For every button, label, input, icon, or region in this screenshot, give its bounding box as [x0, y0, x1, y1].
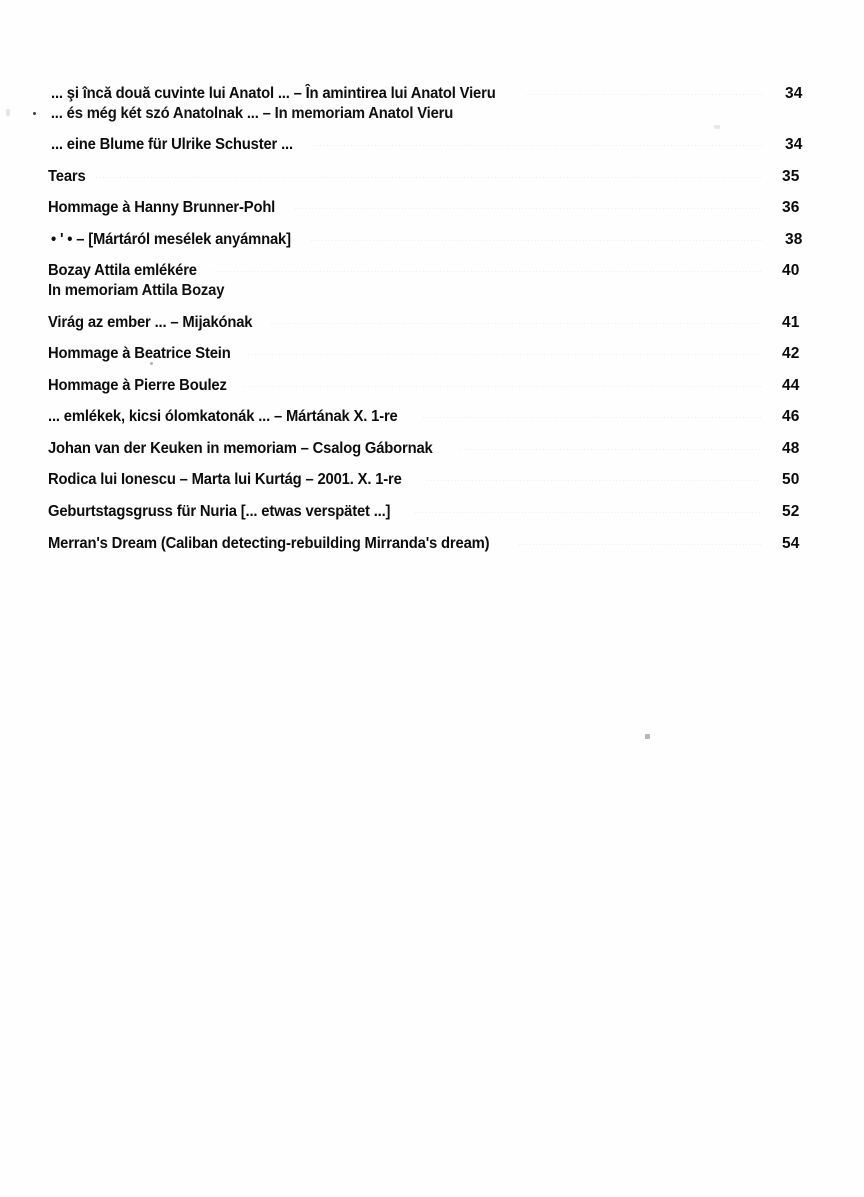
toc-dot-leader [243, 386, 761, 387]
table-of-contents-list [48, 84, 816, 565]
toc-entry [48, 534, 816, 554]
toc-entry [48, 167, 816, 187]
toc-entry-title: Rodica lui Ionescu – Marta lui Kurtág – 2001. X. 1-re [48, 471, 402, 489]
toc-entry-page-number: 38 [785, 230, 803, 248]
toc-entry-row [48, 261, 816, 281]
toc-entry-title: Tears [48, 167, 86, 185]
toc-dot-leader [312, 145, 764, 146]
toc-entry-row [48, 313, 816, 333]
toc-dot-leader [247, 354, 761, 355]
toc-entry [48, 344, 816, 364]
toc-entry [48, 407, 816, 427]
toc-entry-row [48, 344, 816, 364]
toc-entry-page-number: 50 [782, 471, 800, 489]
toc-entry-page-number: 52 [782, 503, 800, 520]
toc-dot-leader [310, 240, 764, 241]
toc-entry-title: Hommage à Hanny Brunner-Pohl [48, 199, 276, 217]
toc-entry-page-number: 40 [782, 262, 800, 280]
toc-entry-page-number: 34 [785, 136, 803, 154]
scan-artifact-speck [714, 125, 720, 129]
toc-entry [48, 502, 816, 522]
scan-artifact-speck [150, 362, 153, 365]
toc-dot-leader [426, 480, 761, 481]
toc-entry-row [48, 167, 816, 187]
toc-entry-title: Merran's Dream (Caliban detecting-rebuilding Mirranda's dream) [48, 534, 490, 552]
toc-entry-page-number: 48 [782, 439, 800, 457]
scan-artifact-speck [645, 734, 650, 739]
toc-entry [48, 439, 816, 459]
toc-entry-row [48, 470, 816, 490]
toc-dot-leader [459, 449, 761, 450]
toc-dot-leader [212, 271, 761, 272]
toc-entry [48, 230, 816, 250]
toc-dot-leader [525, 94, 764, 95]
toc-entry-title: Geburtstagsgruss für Nuria [... etwas verspätet ...] [48, 503, 391, 520]
toc-entry-row [48, 534, 816, 554]
toc-entry-title: ... şi încă două cuvinte lui Anatol ... – În amintirea lui Anatol Vieru [51, 85, 496, 102]
toc-entry-page-number: 42 [782, 345, 800, 363]
scan-artifact-speck [6, 109, 10, 116]
toc-entry [48, 198, 816, 218]
toc-dot-leader [95, 177, 761, 178]
toc-entry [48, 261, 816, 300]
toc-entry-title: Hommage à Beatrice Stein [48, 345, 231, 363]
toc-entry [48, 313, 816, 333]
toc-entry-row [48, 135, 819, 155]
toc-entry-subtitle: In memoriam Attila Bozay [48, 282, 225, 299]
toc-entry-page-number: 41 [782, 313, 800, 331]
toc-dot-leader [294, 208, 761, 209]
toc-entry-row [48, 439, 816, 459]
toc-entry-row [48, 407, 816, 427]
toc-entry-title: • ' • – [Mártáról mesélek anyámnak] [51, 230, 291, 248]
toc-entry-row [48, 84, 819, 104]
toc-entry-row [48, 376, 816, 396]
toc-entry-page-number: 46 [782, 408, 800, 426]
toc-dot-leader [518, 544, 761, 545]
toc-entry-page-number: 44 [782, 376, 800, 394]
toc-entry-title: Virág az ember ... – Mijakónak [48, 313, 253, 331]
scan-artifact-speck [33, 112, 36, 115]
toc-entry-title: Hommage à Pierre Boulez [48, 376, 227, 394]
toc-entry-title: Bozay Attila emlékére [48, 262, 197, 280]
toc-entry-row [48, 230, 819, 250]
toc-entry [48, 84, 816, 123]
toc-entry-page-number: 54 [782, 534, 800, 552]
toc-entry-subtitle: ... és még két szó Anatolnak ... – In memoriam Anatol Vieru [50, 104, 454, 122]
toc-entry [48, 376, 816, 396]
toc-entry-title: Johan van der Keuken in memoriam – Csalog Gábornak [48, 439, 433, 457]
toc-entry-page-number: 35 [782, 167, 800, 185]
toc-entry-title: ... eine Blume für Ulrike Schuster ... [51, 136, 293, 154]
toc-entry-row [48, 502, 816, 522]
toc-entry-row [48, 198, 816, 218]
toc-entry-title: ... emlékek, kicsi ólomkatonák ... – Mártának X. 1-re [48, 408, 398, 426]
toc-entry [48, 470, 816, 490]
toc-entry-page-number: 36 [782, 199, 800, 217]
toc-dot-leader [270, 323, 761, 324]
toc-entry [48, 135, 816, 155]
toc-entry-page-number: 34 [785, 85, 803, 102]
toc-dot-leader [414, 512, 761, 513]
toc-dot-leader [422, 417, 761, 418]
